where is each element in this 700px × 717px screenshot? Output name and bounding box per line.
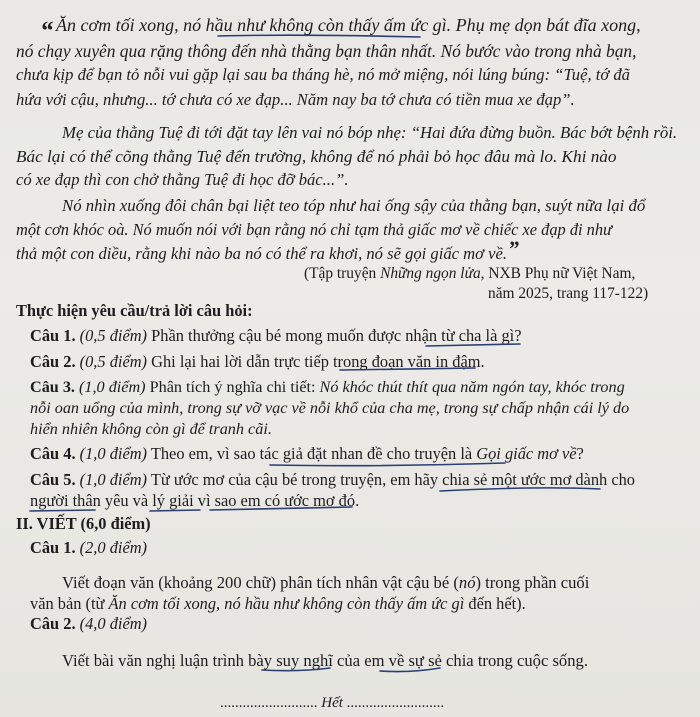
question-text: văn bản (từ xyxy=(30,594,109,613)
end-marker xyxy=(220,692,444,714)
dots-right: .......................... xyxy=(346,695,445,711)
question-3-line-3: hiển nhiên không còn gì để tranh cãi. xyxy=(30,420,272,438)
question-2 xyxy=(30,351,485,373)
question-label: Câu 3. xyxy=(30,378,75,396)
question-label: Câu 2. xyxy=(30,352,76,371)
source-book-title: Những ngọn lửa xyxy=(380,265,481,282)
passage-line: thả một con diều, rằng khi nào ba nó có thể ra khơi, nó sẽ gọi giấc mơ về. xyxy=(16,244,508,263)
question-5-line-2: người thân yêu và lý giải vì sao em có ước mơ đó. xyxy=(30,491,360,510)
writing-question-1-line-2 xyxy=(30,593,526,615)
question-text: Phân tích ý nghĩa chi tiết: xyxy=(149,378,320,396)
passage-line: Bác lại có thể cõng thằng Tuệ đến trường, không để nó phải bỏ học đâu mà lo. Khi nào xyxy=(16,147,617,166)
question-5 xyxy=(30,469,635,491)
question-points: (0,5 điểm) xyxy=(79,326,148,345)
end-word: Hết xyxy=(321,695,343,711)
question-text: Từ ước mơ của cậu bé trong truyện, em hãy chia sẻ một ước mơ dành cho xyxy=(150,470,635,489)
question-points: (0,5 điểm) xyxy=(79,352,148,371)
question-text: ) trong phần cuối xyxy=(475,573,590,592)
question-label: Câu 1. xyxy=(30,538,76,557)
question-4 xyxy=(30,443,584,465)
passage-line: hứa với cậu, nhưng... tớ chưa có xe đạp... Năm nay ba tớ chưa có tiền mua xe đạp”. xyxy=(16,90,575,109)
writing-question-1-line-1 xyxy=(62,572,589,594)
question-label: Câu 2. xyxy=(30,614,76,633)
writing-question-1 xyxy=(30,537,147,559)
passage-line: có xe đạp thì con chở thằng Tuệ đi học đỡ bác...”. xyxy=(16,170,349,189)
passage-line: nó chạy xuyên qua rặng thông đến nhà thằng bạn thân nhất. Nó bước vào trong nhà bạn, xyxy=(16,41,637,61)
source-citation xyxy=(304,263,635,285)
question-quote: Nó khóc thút thít qua năm ngón tay, khóc trong xyxy=(319,378,625,396)
source-prefix: (Tập truyện xyxy=(304,265,381,282)
tasks-heading: Thực hiện yêu cầu/trả lời câu hỏi: xyxy=(16,301,253,320)
writing-question-2 xyxy=(30,613,147,635)
question-text: Ghi lại hai lời dẫn trực tiếp trong đoạn văn in đậm. xyxy=(151,352,485,371)
passage-line: Mẹ của thằng Tuệ đi tới đặt tay lên vai nó bóp nhẹ: “Hai đứa đừng buồn. Bác bớt bệnh rồi. xyxy=(62,123,678,142)
source-year-pages: năm 2025, trang 117-122) xyxy=(488,285,649,302)
question-text: đến hết). xyxy=(464,594,526,613)
passage-line: một cơn khóc oà. Nó muốn nói với bạn rằng nó chỉ tạm thả giấc mơ về chiếc xe đạp đi như xyxy=(16,220,612,239)
question-points: (1,0 điểm) xyxy=(79,470,148,489)
question-points: (1,0 điểm) xyxy=(79,378,146,396)
question-term: nó xyxy=(458,573,476,592)
question-points: (2,0 điểm) xyxy=(79,538,148,557)
question-text: Phần thưởng cậu bé mong muốn được nhận từ cha là gì? xyxy=(151,326,522,345)
question-end: ? xyxy=(576,444,584,463)
question-text: Theo em, vì sao tác giả đặt nhan đề cho truyện là xyxy=(150,444,477,463)
question-label: Câu 5. xyxy=(30,470,76,489)
question-points: (1,0 điểm) xyxy=(79,444,148,463)
question-3 xyxy=(30,376,625,398)
close-quote-mark: ” xyxy=(508,236,519,261)
passage-line: chưa kịp để bạn tỏ nỗi vui gặp lại sau ba tháng hè, nó mở miệng, nói lúng búng: “Tuệ, tớ đã xyxy=(16,65,630,84)
question-1 xyxy=(30,325,522,347)
question-label: Câu 1. xyxy=(30,326,76,345)
story-title: Gọi giấc mơ về xyxy=(476,444,577,463)
question-text: Viết đoạn văn (khoảng 200 chữ) phân tích nhân vật cậu bé ( xyxy=(62,573,459,592)
section-2-heading: II. VIẾT (6,0 điểm) xyxy=(16,514,151,533)
question-label: Câu 4. xyxy=(30,444,76,463)
writing-question-2-text: Viết bài văn nghị luận trình bày suy nghĩ của em về sự sẻ chia trong cuộc sống. xyxy=(62,651,588,670)
passage-line: Nó nhìn xuống đôi chân bại liệt teo tóp như hai ống sậy của thằng bạn, suýt nữa lại đổ xyxy=(62,196,646,215)
passage-line: Ăn cơm tối xong, nó hầu như không còn thấy ấm ức gì. Phụ mẹ dọn bát đĩa xong, xyxy=(56,15,641,35)
open-quote-mark: “ xyxy=(40,16,53,45)
question-3-line-2: nỗi oan uổng của mình, trong sự vỡ vạc về nỗi khổ của cha mẹ, trong sự chấp nhận cái lý do xyxy=(30,399,630,417)
dots-left: .......................... xyxy=(220,695,318,711)
source-publisher: , NXB Phụ nữ Việt Nam, xyxy=(480,265,636,282)
question-points: (4,0 điểm) xyxy=(79,614,148,633)
question-quote: Ăn cơm tối xong, nó hầu như không còn thấy ấm ức gì xyxy=(108,594,465,613)
